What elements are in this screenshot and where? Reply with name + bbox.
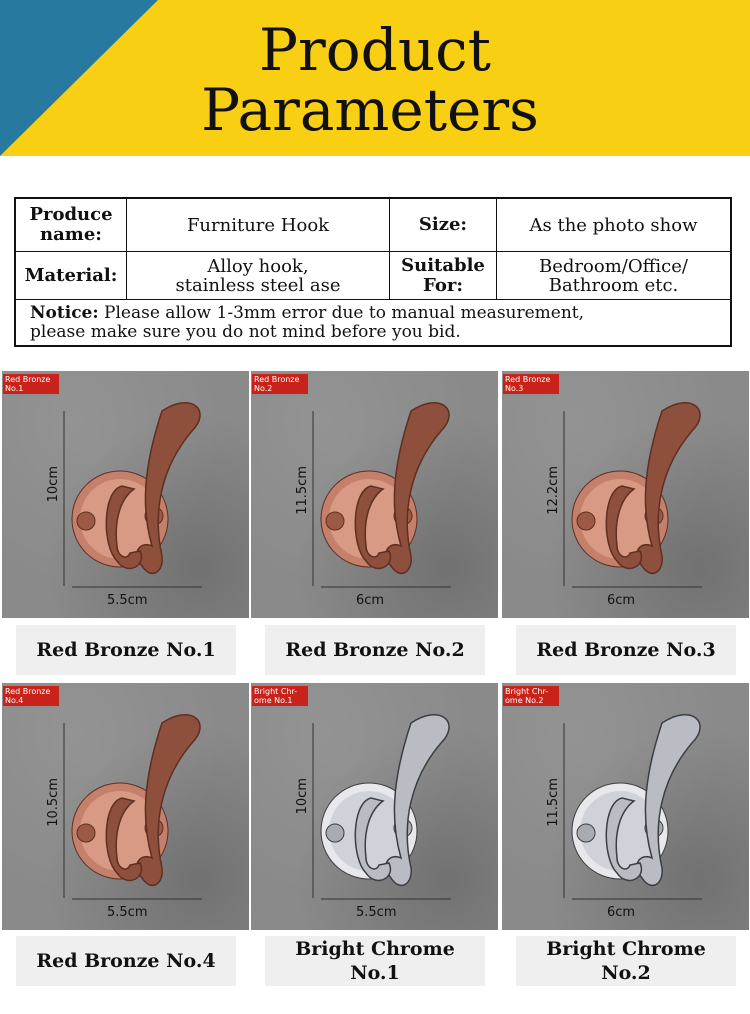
product-tag-line1: Red Bronze <box>505 375 551 384</box>
hook-image <box>502 683 749 930</box>
width-dimension: 5.5cm <box>107 593 148 608</box>
product-tag-line1: Bright Chr- <box>254 687 298 696</box>
product-tag <box>3 374 59 394</box>
size-value: As the photo show <box>529 214 698 236</box>
material-label: Material: <box>16 252 127 299</box>
product-photo <box>251 371 498 618</box>
product-tag-line2: No.2 <box>254 384 273 393</box>
banner-blue-triangle <box>0 0 158 156</box>
product-tag-line2: ome No.2 <box>505 696 544 705</box>
product-photo <box>502 683 749 930</box>
height-dimension: 11.5cm <box>546 778 561 827</box>
product-tag-line2: No.4 <box>5 696 24 705</box>
product-photo <box>502 371 749 618</box>
width-dimension: 5.5cm <box>356 905 397 920</box>
suitable-for-value <box>497 252 730 299</box>
height-dimension: 10.5cm <box>46 778 61 827</box>
height-dimension: 10cm <box>295 778 310 815</box>
product-photo <box>251 683 498 930</box>
width-dimension: 6cm <box>356 593 385 608</box>
table-row <box>16 199 730 252</box>
product-parameters-banner <box>0 0 750 156</box>
table-row <box>16 252 730 300</box>
product-caption-line2: No.1 <box>350 962 400 984</box>
product-caption-line1: Red Bronze No.3 <box>536 639 716 661</box>
product-caption-line1: Red Bronze No.2 <box>285 639 465 661</box>
notice-label: Notice: <box>30 303 99 323</box>
product-tag-line2: No.1 <box>5 384 24 393</box>
notice-text <box>30 304 720 342</box>
material-value-line2: stainless steel ase <box>175 274 341 296</box>
parameters-table <box>14 197 732 347</box>
hook-image <box>251 683 498 930</box>
product-tag <box>503 374 559 394</box>
product-tag <box>252 374 308 394</box>
product-photo <box>2 683 249 930</box>
material-value-line1: Alloy hook, <box>207 255 309 277</box>
product-caption <box>516 625 736 675</box>
height-dimension: 12.2cm <box>546 466 561 515</box>
notice-line1: Please allow 1-3mm error due to manual measurement, <box>104 303 585 323</box>
product-caption-line1: Red Bronze No.1 <box>36 639 216 661</box>
hook-image <box>2 371 249 618</box>
height-dimension: 11.5cm <box>295 466 310 515</box>
suitable-value-line2: Bathroom etc. <box>548 274 679 296</box>
product-caption <box>16 936 236 986</box>
material-value <box>127 252 390 299</box>
product-tag-line2: No.3 <box>505 384 524 393</box>
notice-line2: please make sure you do not mind before you bid. <box>30 322 461 342</box>
product-tag-line1: Bright Chr- <box>505 687 549 696</box>
width-dimension: 5.5cm <box>107 905 148 920</box>
product-photo <box>2 371 249 618</box>
suitable-value-line1: Bedroom/Office/ <box>539 255 688 277</box>
hook-image <box>2 683 249 930</box>
product-caption-line1: Bright Chrome <box>295 938 455 960</box>
suitable-label-line2: For: <box>423 274 463 296</box>
product-caption <box>265 625 485 675</box>
product-caption-line2: No.2 <box>601 962 651 984</box>
size-label: Size: <box>390 199 497 251</box>
produce-name-label: Produce name: <box>16 199 127 251</box>
banner-title-line1: Product <box>259 16 491 84</box>
suitable-for-label <box>390 252 497 299</box>
hook-image <box>251 371 498 618</box>
product-tag-line1: Red Bronze <box>254 375 300 384</box>
width-dimension: 6cm <box>607 905 636 920</box>
product-caption-line1: Bright Chrome <box>546 938 706 960</box>
height-dimension: 10cm <box>46 466 61 503</box>
suitable-label-line1: Suitable <box>401 254 485 276</box>
product-tag <box>503 686 559 706</box>
notice-row <box>16 300 730 345</box>
product-caption <box>516 936 736 986</box>
product-caption-line1: Red Bronze No.4 <box>36 950 216 972</box>
produce-name-value: Furniture Hook <box>127 199 390 251</box>
product-caption <box>265 936 485 986</box>
product-tag <box>3 686 59 706</box>
product-tag-line2: ome No.1 <box>254 696 293 705</box>
product-tag <box>252 686 308 706</box>
product-tag-line1: Red Bronze <box>5 687 51 696</box>
product-tag-line1: Red Bronze <box>5 375 51 384</box>
hook-image <box>502 371 749 618</box>
product-caption <box>16 625 236 675</box>
width-dimension: 6cm <box>607 593 636 608</box>
banner-title-line2: Parameters <box>201 76 539 144</box>
